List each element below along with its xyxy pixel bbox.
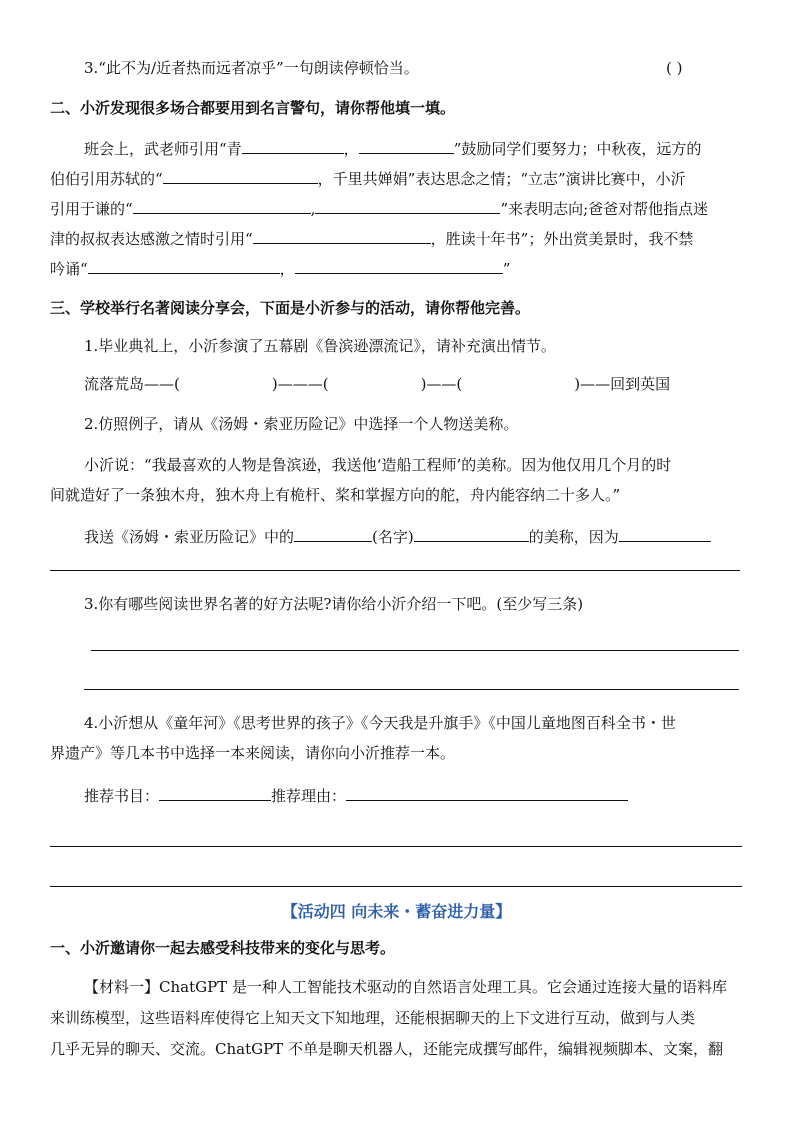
example-line-2: 间就造好了一条独木舟，独木舟上有桅杆、桨和掌握方向的舵，舟内能容纳二十多人。” xyxy=(50,486,621,504)
example-line-1: 小沂说：“我最喜欢的人物是鲁滨逊，我送他‘造船工程师’的美称。因为他仅用几个月的时 xyxy=(84,456,672,474)
sec2-text: ， xyxy=(279,260,295,278)
activity-4-section-1-heading: 一、小沂邀请你一起去感受科技带来的变化与思考。 xyxy=(50,939,396,957)
material-1-line-1: 【材料一】ChatGPT 是一种人工智能技术驱动的自然语言处理工具。它会通过连接大量的语料库 xyxy=(84,978,727,996)
answer-rule[interactable] xyxy=(50,886,742,887)
question-item-3 xyxy=(84,58,419,78)
sec2-line-1 xyxy=(84,138,701,159)
blank-field[interactable] xyxy=(133,198,311,214)
plot-text: 流落荒岛——( xyxy=(84,375,180,393)
blank-field[interactable] xyxy=(242,138,344,154)
sec2-text: 伯伯引用苏轼的“ xyxy=(50,170,163,188)
sec2-text: , xyxy=(310,200,316,218)
sec2-text: 引用于谦的“ xyxy=(50,200,133,218)
blank-field[interactable] xyxy=(163,168,318,184)
blank-field[interactable] xyxy=(88,258,280,274)
section-3-heading: 三、学校举行名著阅读分享会，下面是小沂参与的活动，请你帮他完善。 xyxy=(50,299,531,317)
answer-rule[interactable] xyxy=(91,650,739,651)
sec2-line-3 xyxy=(50,198,708,219)
blank-field[interactable] xyxy=(295,258,503,274)
material-1-line-3: 几乎无异的聊天、交流。ChatGPT 不单是聊天机器人，还能完成撰写邮件，编辑视频脚本、文案，翻 xyxy=(50,1040,723,1058)
material-1-line-2: 来训练模型，这些语料库使得它上知天文下知地理，还能根据聊天的上下文进行互动，做到与人类 xyxy=(50,1009,696,1027)
answer-rule[interactable] xyxy=(84,689,739,690)
answer-text: 我送《汤姆・索亚历险记》中的 xyxy=(84,528,295,546)
plot-text: )——( xyxy=(420,375,463,393)
answer-rule[interactable] xyxy=(50,846,742,847)
answer-text: (名字) xyxy=(372,528,414,546)
sec2-line-5 xyxy=(50,258,510,279)
sec3-question-4-line-2: 界遗产》等几本书中选择一本来阅读，请你向小沂推荐一本。 xyxy=(50,744,456,762)
sec2-text: 津的叔叔表达感激之情时引用“ xyxy=(50,230,253,248)
sec2-line-4 xyxy=(50,228,693,249)
sec2-text: ”来表明志向;爸爸对帮他指点迷 xyxy=(500,200,709,218)
blank-field[interactable] xyxy=(359,138,454,154)
blank-field[interactable] xyxy=(315,198,500,214)
sec2-text: ”鼓励同学们要努力；中秋夜，远方的 xyxy=(453,140,702,158)
plot-text: )——回到英国 xyxy=(574,375,671,393)
plot-sequence xyxy=(84,374,670,394)
sec3-question-3: 3.你有哪些阅读世界名著的好方法呢?请你给小沂介绍一下吧。(至少写三条) xyxy=(84,595,584,613)
sec3-question-2: 2.仿照例子，请从《汤姆・索亚历险记》中选择一个人物送美称。 xyxy=(84,415,519,433)
sec2-text: ， xyxy=(343,140,359,158)
recommend-line xyxy=(84,785,628,806)
blank-field[interactable] xyxy=(253,228,431,244)
sec3-question-1: 1.毕业典礼上，小沂参演了五幕剧《鲁滨逊漂流记》，请补充演出情节。 xyxy=(84,337,556,355)
reason-blank[interactable] xyxy=(346,785,628,801)
sec2-text: 班会上，武老师引用“青 xyxy=(84,140,242,158)
recommend-book-label: 推荐书目： xyxy=(84,787,160,805)
recommend-reason-label: 推荐理由： xyxy=(271,787,347,805)
question-text: 3.“此不为/近者热而远者凉乎”一句朗读停顿恰当。 xyxy=(84,59,419,77)
section-2-heading: 二、小沂发现很多场合都要用到名言警句，请你帮他填一填。 xyxy=(50,99,456,117)
answer-rule[interactable] xyxy=(50,570,740,571)
reason-blank[interactable] xyxy=(619,526,711,542)
sec2-text: 吟诵“ xyxy=(50,260,88,278)
answer-parentheses[interactable]: ( ) xyxy=(666,59,683,77)
sec2-text: ，千里共婵娟”表达思念之情；“立志”演讲比赛中，小沂 xyxy=(317,170,686,188)
sec3-answer-line xyxy=(84,526,711,547)
sec2-text: ，胜读十年书”；外出赏美景时，我不禁 xyxy=(430,230,694,248)
answer-text: 的美称，因为 xyxy=(528,528,619,546)
book-blank[interactable] xyxy=(159,785,271,801)
title-blank[interactable] xyxy=(414,526,529,542)
sec3-question-4-line-1: 4.小沂想从《童年河》《思考世界的孩子》《今天我是升旗手》《中国儿童地图百科全书・世 xyxy=(84,714,676,732)
name-blank[interactable] xyxy=(294,526,372,542)
activity-4-title: 【活动四 向未来・蓄奋进力量】 xyxy=(281,902,512,921)
plot-text: )———( xyxy=(271,375,329,393)
sec2-line-2 xyxy=(50,168,686,189)
sec2-text: ” xyxy=(502,260,511,278)
